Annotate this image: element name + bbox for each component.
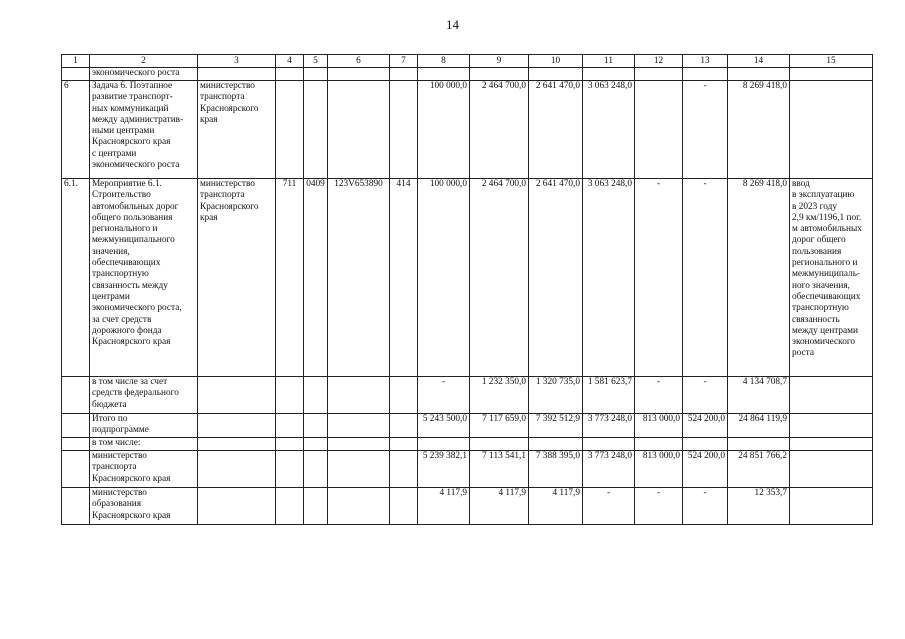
table-cell [304,68,328,81]
table-cell [328,488,390,525]
table-cell [418,68,470,81]
table-cell [529,438,583,451]
budget-table [61,54,873,525]
table-cell [304,414,328,438]
table-cell [529,68,583,81]
table-cell: Итого по подпрограмме [90,414,198,438]
table-cell [276,414,304,438]
header-row [62,55,873,68]
table-cell [790,488,873,525]
table-cell: 813 000,0 [635,451,683,488]
table-cell: 3 063 248,0 [583,81,635,179]
table-cell: 0409 [304,179,328,377]
table-cell [198,488,276,525]
table-cell: 524 200,0 [683,414,728,438]
table-cell [328,414,390,438]
table-cell [62,488,90,525]
table-cell [728,438,790,451]
table-cell [790,377,873,414]
column-header: 13 [683,55,728,68]
table-cell [683,68,728,81]
table-cell: 1 232 350,0 [470,377,529,414]
table-cell: 8 269 418,0 [728,81,790,179]
column-header: 1 [62,55,90,68]
column-header: 7 [390,55,418,68]
table-row [62,451,873,488]
column-header: 15 [790,55,873,68]
column-header: 4 [276,55,304,68]
table-cell [198,438,276,451]
table-cell: в том числе за счет средств федерального бюджета [90,377,198,414]
table-cell: - [683,179,728,377]
table-cell: 7 392 512,9 [529,414,583,438]
table-cell: - [683,81,728,179]
table-cell: - [418,377,470,414]
table-cell [62,451,90,488]
table-cell: 3 773 248,0 [583,414,635,438]
table-cell: 4 117,9 [418,488,470,525]
table-cell [583,438,635,451]
table-cell: 12 353,7 [728,488,790,525]
table-cell [683,438,728,451]
table-cell: ввод в эксплуатацию в 2023 году 2,9 км/1196,1 пог. м автомобильных дорог общего пользования регионального и межмуниципаль- ного значения, обеспечивающих транспортную связанность между центрами экономического роста [790,179,873,377]
table-cell: 524 200,0 [683,451,728,488]
table-cell: 1 581 623,7 [583,377,635,414]
table-cell [62,438,90,451]
table-cell [790,438,873,451]
column-header: 2 [90,55,198,68]
table-cell: 7 117 659,0 [470,414,529,438]
column-header: 11 [583,55,635,68]
table-cell [62,68,90,81]
table-cell: Задача 6. Поэтапное развитие транспорт- ных коммуникаций между административ- ными центрами Красноярского края с центрами экономического роста [90,81,198,179]
table-cell [276,377,304,414]
table-cell: Мероприятие 6.1. Строительство автомобильных дорог общего пользования регионального и межмуниципального значения, обеспечивающих транспортную связанность между центрами экономического роста, за счет средств дорожного фонда Красноярского края [90,179,198,377]
table-cell [328,377,390,414]
table-cell: 2 641 470,0 [529,81,583,179]
column-header: 8 [418,55,470,68]
table-cell: 813 000,0 [635,414,683,438]
table-cell: - [583,488,635,525]
table-cell [276,451,304,488]
table-cell: 24 864 119,9 [728,414,790,438]
table-cell: министерство образования Красноярского края [90,488,198,525]
table-cell: 4 117,9 [470,488,529,525]
table-cell [276,81,304,179]
table-row [62,488,873,525]
table-row [62,81,873,179]
table-cell [62,377,90,414]
table-cell: - [683,377,728,414]
table-cell [390,488,418,525]
table-row [62,68,873,81]
table-cell [390,81,418,179]
table-cell [390,438,418,451]
table-cell [198,451,276,488]
table-cell: министерство транспорта Красноярского края [198,179,276,377]
column-header: 12 [635,55,683,68]
table-cell: в том числе: [90,438,198,451]
table-cell [790,81,873,179]
table-cell: 7 113 541,1 [470,451,529,488]
table-cell [583,68,635,81]
table-cell: 2 641 470,0 [529,179,583,377]
table-cell: 6 [62,81,90,179]
table-cell [390,377,418,414]
table-cell: 24 851 766,2 [728,451,790,488]
table-cell: 100 000,0 [418,179,470,377]
page-number: 14 [446,17,459,32]
table-cell: 1 320 735,0 [529,377,583,414]
table-cell: 3 063 248,0 [583,179,635,377]
table-cell [276,68,304,81]
table-cell [635,81,683,179]
table-cell: экономического роста [90,68,198,81]
table-cell [304,377,328,414]
table-cell [304,438,328,451]
table-cell [390,451,418,488]
column-header: 5 [304,55,328,68]
table-row [62,438,873,451]
table-cell: 414 [390,179,418,377]
table-cell: 7 388 395,0 [529,451,583,488]
table-cell [304,488,328,525]
table-row [62,414,873,438]
table-row [62,179,873,377]
table-cell: - [635,179,683,377]
table-cell: 2 464 700,0 [470,81,529,179]
table-cell [304,451,328,488]
table-cell [62,414,90,438]
table-cell: 711 [276,179,304,377]
table-cell [728,68,790,81]
table-cell [304,81,328,179]
table-row [62,377,873,414]
table-cell [790,414,873,438]
table-cell: 123V653890 [328,179,390,377]
column-header: 14 [728,55,790,68]
column-header: 3 [198,55,276,68]
table-cell: 3 773 248,0 [583,451,635,488]
table-cell: 6.1. [62,179,90,377]
table-cell [198,68,276,81]
table-cell: министерство транспорта Красноярского края [90,451,198,488]
table-cell [635,438,683,451]
table-cell [390,68,418,81]
table-cell [328,68,390,81]
table-cell [276,488,304,525]
table-cell [328,438,390,451]
table-cell [276,438,304,451]
table-cell [390,414,418,438]
column-header: 6 [328,55,390,68]
column-header: 10 [529,55,583,68]
table-cell: министерство транспорта Красноярского края [198,81,276,179]
table-cell: 4 134 708,7 [728,377,790,414]
table-cell: 5 239 382,1 [418,451,470,488]
column-header: 9 [470,55,529,68]
table-cell [635,68,683,81]
table-cell: - [635,377,683,414]
table-cell: 100 000,0 [418,81,470,179]
table-cell: 8 269 418,0 [728,179,790,377]
table-cell: - [635,488,683,525]
table-cell [790,451,873,488]
table-cell [328,451,390,488]
table-cell [470,68,529,81]
table-cell [790,68,873,81]
table-cell: 4 117,9 [529,488,583,525]
table-cell [470,438,529,451]
table-cell: - [683,488,728,525]
table-cell [418,438,470,451]
table-cell: 5 243 500,0 [418,414,470,438]
table-cell [198,377,276,414]
table-cell: 2 464 700,0 [470,179,529,377]
table-cell [328,81,390,179]
table-cell [198,414,276,438]
